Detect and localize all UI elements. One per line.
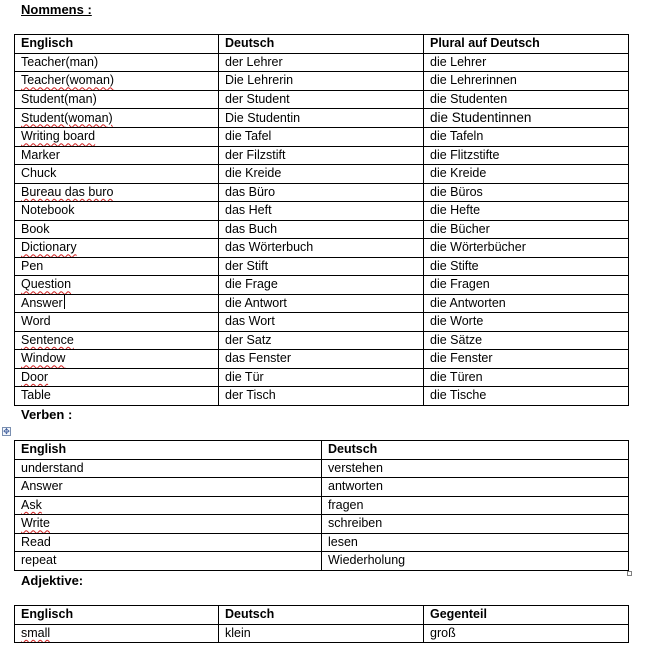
table-cell[interactable] [219, 220, 424, 239]
table-cell[interactable] [219, 146, 424, 165]
table-row [15, 53, 629, 72]
table-row [15, 313, 629, 332]
table-cell[interactable] [15, 533, 322, 552]
cell-text: fragen [328, 497, 364, 512]
table-cell[interactable] [219, 165, 424, 184]
table-cell[interactable] [424, 128, 629, 147]
cell-text: die Stifte [430, 258, 479, 273]
cell-text: Window [21, 351, 66, 366]
cell-text: die Wörterbücher [430, 240, 526, 255]
table-row [15, 459, 629, 478]
cell-text: schreiben [328, 516, 383, 531]
cell-text: die Sätze [430, 332, 483, 347]
cell-text: die Worte [430, 314, 484, 329]
cell-text: Wiederholung [328, 553, 406, 568]
cell-text: verstehen [328, 460, 383, 475]
cell-text: der Filzstift [225, 147, 286, 162]
cell-text: groß [430, 625, 456, 640]
cell-text: Pen [21, 258, 44, 273]
cell-text: Dictionary [21, 240, 77, 255]
table-cell[interactable] [15, 239, 219, 258]
table-header-row [15, 35, 629, 54]
table-row [15, 72, 629, 91]
table-cell[interactable] [219, 313, 424, 332]
table-cell[interactable] [322, 552, 629, 571]
cell-text: die Tafel [225, 129, 272, 144]
cell-text: klein [225, 625, 251, 640]
table-cell[interactable] [424, 53, 629, 72]
table-row [15, 552, 629, 571]
table-cell[interactable] [424, 239, 629, 258]
cell-text: Word [21, 314, 51, 329]
cell-text: Answer [21, 295, 63, 310]
cell-text: Bureau das buro [21, 184, 114, 199]
table-cell[interactable] [424, 387, 629, 406]
move-arrows-icon[interactable]: ✥ [3, 427, 10, 436]
table-cell[interactable] [15, 220, 219, 239]
nouns-table[interactable] [14, 34, 629, 406]
table-cell[interactable] [424, 165, 629, 184]
table-cell[interactable] [424, 276, 629, 295]
table-cell[interactable] [15, 387, 219, 406]
table-cell[interactable] [424, 368, 629, 387]
table-row [15, 183, 629, 202]
table-cell[interactable] [424, 331, 629, 350]
table-cell[interactable] [322, 533, 629, 552]
table-cell[interactable] [15, 515, 322, 534]
table-cell[interactable] [219, 387, 424, 406]
table-row [15, 146, 629, 165]
cell-text: Writing board [21, 129, 96, 144]
table-cell[interactable] [424, 183, 629, 202]
table-cell[interactable] [15, 276, 219, 295]
cell-text: lesen [328, 534, 358, 549]
table-cell[interactable] [15, 368, 219, 387]
cell-text: die Flitzstifte [430, 147, 500, 162]
cell-text: Table [21, 388, 51, 403]
cell-text: der Tisch [225, 388, 276, 403]
table-cell[interactable] [15, 459, 322, 478]
cell-text: die Frage [225, 277, 278, 292]
verbs-heading: Verben : [21, 407, 73, 422]
table-cell[interactable] [424, 257, 629, 276]
cell-text: das Heft [225, 203, 272, 218]
table-cell[interactable] [219, 53, 424, 72]
cell-text: die Studenten [430, 91, 508, 106]
table-cell[interactable] [15, 257, 219, 276]
cell-text: die Tür [225, 369, 264, 384]
cell-text: Write [21, 516, 50, 531]
table-cell[interactable] [15, 624, 219, 643]
table-cell[interactable] [219, 239, 424, 258]
adjectives-table[interactable] [14, 605, 629, 643]
table-cell[interactable] [219, 331, 424, 350]
resize-handle-icon[interactable] [627, 571, 632, 576]
cell-text: Teacher(man) [21, 54, 99, 69]
table-cell[interactable] [424, 313, 629, 332]
table-cell[interactable] [219, 183, 424, 202]
header-english: English [15, 441, 322, 460]
header-german: Deutsch [322, 441, 629, 460]
cell-text: antworten [328, 479, 383, 494]
table-cell[interactable] [15, 552, 322, 571]
cell-text: die Kreide [225, 166, 282, 181]
header-english: Englisch [15, 35, 219, 54]
cell-text: die Bücher [430, 221, 490, 236]
cell-text: die Fragen [430, 277, 490, 292]
table-row [15, 257, 629, 276]
table-cell[interactable] [219, 624, 424, 643]
cell-text: Die Lehrerin [225, 73, 294, 88]
cell-text: die Lehrerinnen [430, 73, 517, 88]
table-cell[interactable] [424, 220, 629, 239]
table-cell[interactable] [322, 496, 629, 515]
nouns-heading: Nommens : [21, 2, 92, 17]
table-row [15, 90, 629, 109]
table-cell[interactable] [424, 72, 629, 91]
cell-text: das Buch [225, 221, 278, 236]
table-cell[interactable] [219, 350, 424, 369]
table-row [15, 276, 629, 295]
table-row [15, 387, 629, 406]
cell-text: der Satz [225, 332, 272, 347]
cell-text: die Tafeln [430, 129, 484, 144]
table-cell[interactable] [15, 53, 219, 72]
cell-text: Ask [21, 497, 42, 512]
table-row [15, 515, 629, 534]
table-cell[interactable] [322, 478, 629, 497]
table-row [15, 202, 629, 221]
table-cell[interactable] [15, 146, 219, 165]
table-row [15, 165, 629, 184]
table-cell[interactable] [322, 515, 629, 534]
cell-text: small [21, 625, 51, 640]
cell-text: das Wörterbuch [225, 240, 314, 255]
table-cell[interactable] [424, 294, 629, 313]
table-cell[interactable] [219, 128, 424, 147]
header-german: Deutsch [219, 606, 424, 625]
cell-text: das Büro [225, 184, 276, 199]
cell-text: Book [21, 221, 50, 236]
table-cell[interactable] [424, 90, 629, 109]
cell-text: der Stift [225, 258, 269, 273]
table-cell[interactable] [15, 183, 219, 202]
header-english: Englisch [15, 606, 219, 625]
table-row [15, 478, 629, 497]
cell-text: Answer [21, 479, 63, 494]
cell-text: Teacher(woman) [21, 73, 115, 88]
cell-text: das Wort [225, 314, 275, 329]
table-cell[interactable] [15, 478, 322, 497]
table-row [15, 239, 629, 258]
cell-text: die Hefte [430, 203, 481, 218]
table-row [15, 128, 629, 147]
text-cursor [64, 295, 65, 309]
table-row [15, 331, 629, 350]
table-row [15, 533, 629, 552]
adjectives-heading: Adjektive: [21, 573, 84, 588]
cell-text: Notebook [21, 203, 75, 218]
table-cell[interactable] [15, 202, 219, 221]
cell-text: die Tische [430, 388, 487, 403]
table-header-row [15, 606, 629, 625]
table-cell[interactable] [15, 313, 219, 332]
header-german: Deutsch [219, 35, 424, 54]
cell-text: Student(man) [21, 91, 97, 106]
cell-text: repeat [21, 553, 57, 568]
table-cell[interactable] [219, 90, 424, 109]
cell-text: understand [21, 460, 84, 475]
table-row [15, 368, 629, 387]
table-row [15, 109, 629, 128]
cell-text: der Lehrer [225, 54, 283, 69]
cell-text: die Fenster [430, 351, 493, 366]
table-header-row [15, 441, 629, 460]
cell-text: Chuck [21, 166, 57, 181]
table-row [15, 294, 629, 313]
cell-text: Question [21, 277, 72, 292]
cell-text: die Büros [430, 184, 483, 199]
cell-text: die Lehrer [430, 54, 487, 69]
table-cell[interactable] [15, 72, 219, 91]
table-cell[interactable] [219, 294, 424, 313]
cell-text: der Student [225, 91, 290, 106]
cell-text: Student(woman) [21, 110, 113, 125]
header-opposite: Gegenteil [424, 606, 629, 625]
table-cell[interactable] [219, 72, 424, 91]
verbs-table[interactable] [14, 440, 629, 571]
table-cell[interactable] [219, 109, 424, 128]
table-cell[interactable] [15, 350, 219, 369]
table-cell[interactable] [424, 350, 629, 369]
table-cell[interactable] [15, 165, 219, 184]
cell-text: die Studentinnen [430, 110, 532, 125]
cell-text: die Antworten [430, 295, 506, 310]
table-cell[interactable] [322, 459, 629, 478]
table-row [15, 624, 629, 643]
table-cell[interactable] [15, 496, 322, 515]
table-cell[interactable] [219, 202, 424, 221]
table-row [15, 350, 629, 369]
table-cell[interactable] [424, 146, 629, 165]
cell-text: die Kreide [430, 166, 487, 181]
cell-text: die Antwort [225, 295, 287, 310]
cell-text: Sentence [21, 332, 74, 347]
table-cell[interactable] [219, 257, 424, 276]
table-cell[interactable] [219, 276, 424, 295]
cell-text: Door [21, 369, 49, 384]
cell-text: die Türen [430, 369, 483, 384]
cell-text: Die Studentin [225, 110, 301, 125]
header-plural: Plural auf Deutsch [424, 35, 629, 54]
cell-text: das Fenster [225, 351, 292, 366]
table-cell[interactable] [15, 109, 219, 128]
table-row [15, 220, 629, 239]
table-cell[interactable] [424, 109, 629, 128]
table-cell[interactable] [15, 331, 219, 350]
table-cell[interactable] [424, 624, 629, 643]
table-cell[interactable] [219, 368, 424, 387]
table-cell[interactable] [424, 202, 629, 221]
table-row [15, 496, 629, 515]
table-cell[interactable] [15, 90, 219, 109]
table-cell[interactable] [15, 294, 219, 313]
cell-text: Marker [21, 147, 60, 162]
table-cell[interactable] [15, 128, 219, 147]
cell-text: Read [21, 534, 51, 549]
